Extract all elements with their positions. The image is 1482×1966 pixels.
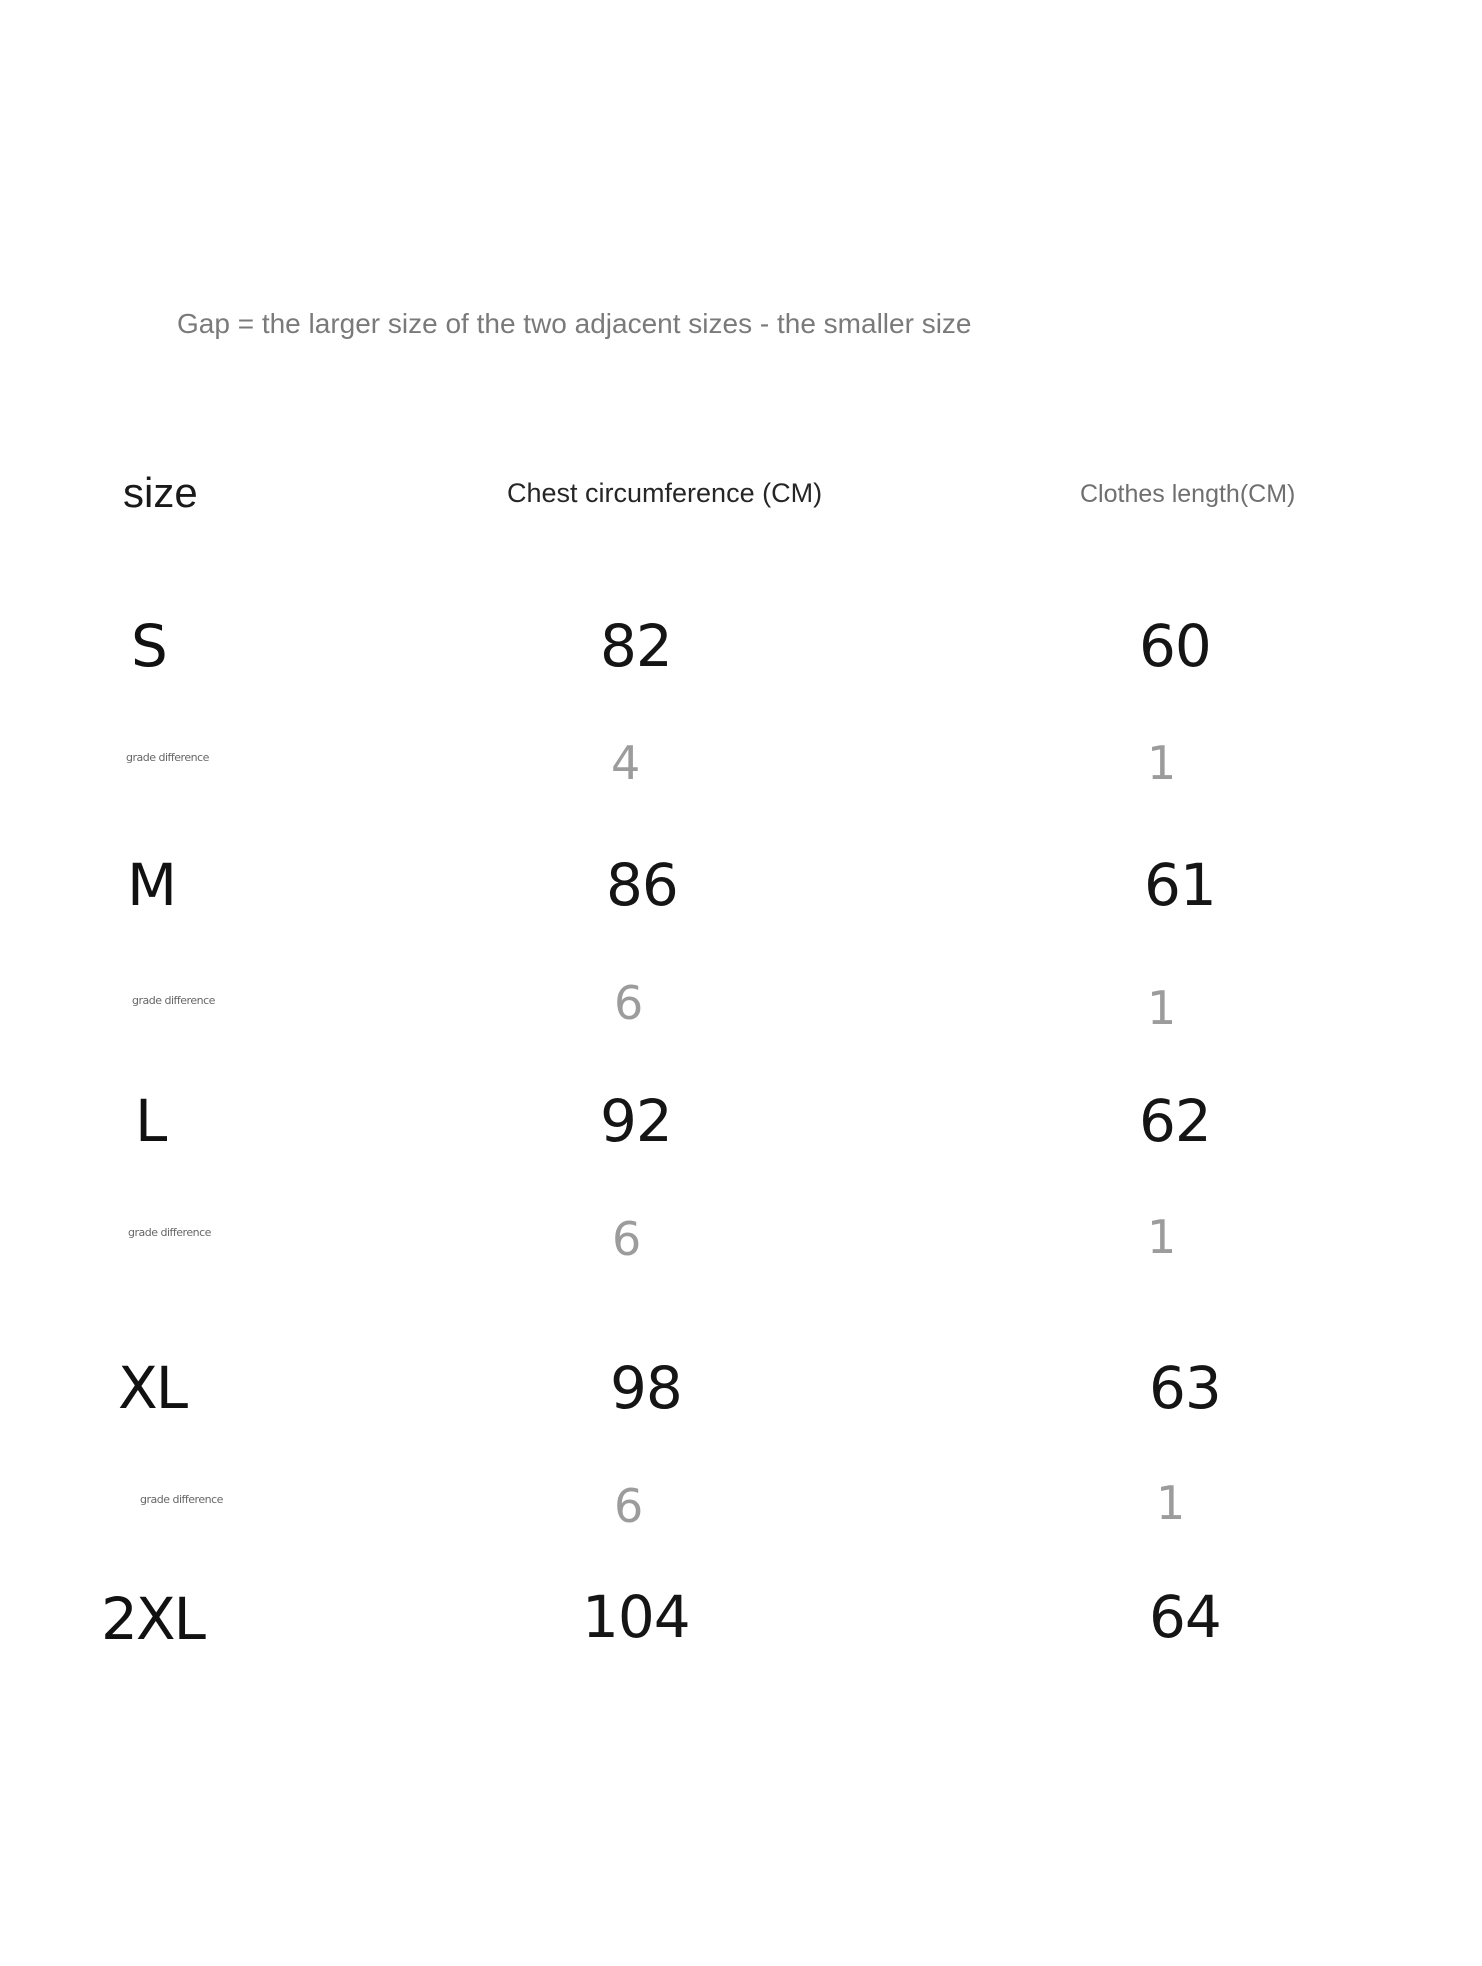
header-clothes-length: Clothes length(CM) xyxy=(1080,480,1296,508)
length-value-s: 60 xyxy=(1139,612,1211,680)
length-value-l: 62 xyxy=(1139,1087,1211,1155)
chest-value-s: 82 xyxy=(600,612,672,680)
chest-value-m: 86 xyxy=(606,851,678,919)
length-value-2xl: 64 xyxy=(1149,1583,1221,1651)
chest-difference-l-xl: 6 xyxy=(612,1212,642,1266)
length-difference-s-m: 1 xyxy=(1147,736,1177,790)
chest-difference-m-l: 6 xyxy=(614,976,644,1030)
length-value-xl: 63 xyxy=(1149,1354,1221,1422)
length-difference-xl-2xl: 1 xyxy=(1156,1476,1186,1530)
chest-difference-s-m: 4 xyxy=(611,736,641,790)
chest-difference-xl-2xl: 6 xyxy=(614,1479,644,1533)
chest-value-2xl: 104 xyxy=(582,1583,690,1651)
grade-difference-label: grade difference xyxy=(128,1226,211,1239)
size-label-l: L xyxy=(135,1087,166,1155)
gap-formula-note: Gap = the larger size of the two adjacent sizes - the smaller size xyxy=(177,308,972,339)
grade-difference-label: grade difference xyxy=(140,1493,223,1506)
size-label-m: M xyxy=(127,851,176,919)
header-chest-circumference: Chest circumference (CM) xyxy=(507,478,823,508)
header-size: size xyxy=(123,469,198,516)
length-difference-l-xl: 1 xyxy=(1147,1210,1177,1264)
size-label-2xl: 2XL xyxy=(101,1585,204,1653)
grade-difference-label: grade difference xyxy=(126,751,209,764)
length-difference-m-l: 1 xyxy=(1147,981,1177,1035)
size-label-xl: XL xyxy=(118,1354,187,1422)
length-value-m: 61 xyxy=(1144,851,1216,919)
chest-value-xl: 98 xyxy=(610,1354,682,1422)
grade-difference-label: grade difference xyxy=(132,994,215,1007)
size-label-s: S xyxy=(131,612,166,680)
chest-value-l: 92 xyxy=(600,1087,672,1155)
